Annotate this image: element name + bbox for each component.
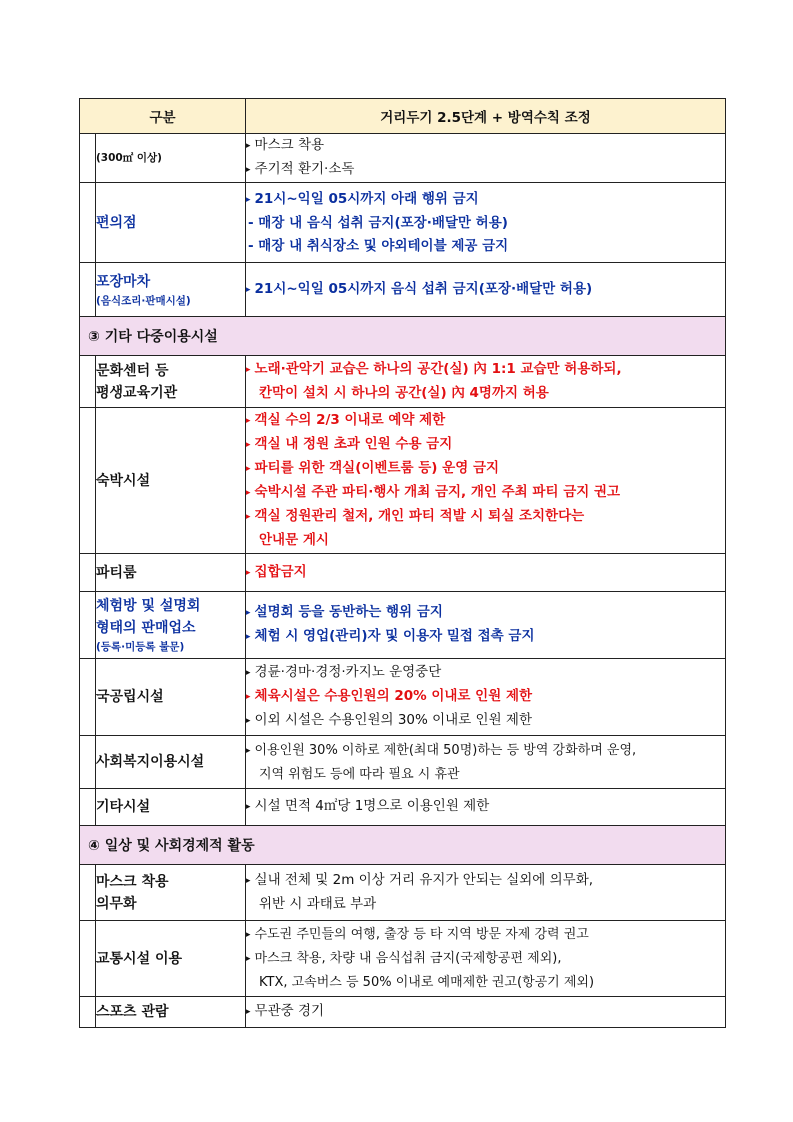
row-name: 편의점 [96,183,246,263]
bullet-triangle-icon: ▸ [246,512,251,522]
row-content [246,592,726,659]
table-row [80,736,726,789]
table-row [80,408,726,554]
row-content [246,789,726,826]
indent-cell [80,554,96,592]
row-content [246,997,726,1028]
list-item: ▸ 노래·관악기 교습은 하나의 공간(실) 內 1:1 교습만 허용하되, [246,361,622,377]
row-name: 체험방 및 설명회 형태의 판매업소 (등록·미등록 불문) [96,592,246,659]
bullet-triangle-icon: ▸ [246,632,251,642]
header-measures: 거리두기 2.5단계 + 방역수칙 조정 [246,99,726,134]
list-item: ▸ 21시~익일 05시까지 아래 행위 금지 [246,190,479,207]
list-item: - 매장 내 취식장소 및 야외테이블 제공 금지 [248,237,509,254]
list-item: ▸ 수도권 주민들의 여행, 출장 등 타 지역 방문 자제 강력 권고 [246,927,589,942]
list-item: ▸ 실내 전체 및 2m 이상 거리 유지가 안되는 실외에 의무화, [246,872,594,888]
section-title: ③ 기타 다중이용시설 [80,317,726,356]
list-item: ▸ 파티를 위한 객실(이벤트룸 등) 운영 금지 [246,460,500,476]
section-header-row [80,317,726,356]
indent-cell [80,356,96,408]
bullet-triangle-icon: ▸ [246,440,251,450]
list-item: ▸ 21시~익일 05시까지 음식 섭취 금지(포장·배달만 허용) [246,280,593,297]
list-item-continuation: 지역 위험도 등에 따라 필요 시 휴관 [259,766,460,782]
bullet-triangle-icon: ▸ [246,194,251,205]
list-item: ▸ 객실 수의 2/3 이내로 예약 제한 [246,412,446,428]
bullet-triangle-icon: ▸ [246,365,251,375]
table-row [80,997,726,1028]
table-row [80,592,726,659]
list-item: ▸ 체험 시 영업(관리)자 및 이용자 밀접 접촉 금지 [246,628,535,644]
indent-cell [80,921,96,997]
bullet-triangle-icon: ▸ [246,165,251,175]
bullet-triangle-icon: ▸ [246,930,251,940]
row-name: (300㎡ 이상) [96,134,246,183]
bullet-triangle-icon: ▸ [246,141,251,151]
list-item: ▸ 숙박시설 주관 파티·행사 개최 금지, 개인 주최 파티 금지 권고 [246,484,621,500]
row-content [246,356,726,408]
row-content [246,865,726,921]
row-name: 파티룸 [96,554,246,592]
row-name: 마스크 착용 의무화 [96,865,246,921]
table-row [80,356,726,408]
indent-cell [80,263,96,317]
table-row [80,659,726,736]
bullet-triangle-icon: ▸ [246,668,251,678]
row-content [246,921,726,997]
row-name: 스포츠 관람 [96,997,246,1028]
bullet-triangle-icon: ▸ [246,464,251,474]
row-name: 문화센터 등 평생교육기관 [96,356,246,408]
list-item: ▸ 이용인원 30% 이하로 제한(최대 50명)하는 등 방역 강화하며 운영, [246,742,637,758]
list-item: ▸ 체육시설은 수용인원의 20% 이내로 인원 제한 [246,688,533,704]
list-item-continuation: 안내문 게시 [259,532,329,548]
list-item: ▸ 시설 면적 4㎡당 1명으로 이용인원 제한 [246,798,490,814]
row-content [246,134,726,183]
list-item: - 매장 내 음식 섭취 금지(포장·배달만 허용) [248,214,508,231]
list-item: ▸ 이외 시설은 수용인원의 30% 이내로 인원 제한 [246,712,532,728]
bullet-triangle-icon: ▸ [246,284,251,295]
row-content [246,263,726,317]
indent-cell [80,736,96,789]
indent-cell [80,592,96,659]
list-item: ▸ 무관중 경기 [246,1003,325,1019]
table-row [80,263,726,317]
list-item: ▸ 마스크 착용 [246,137,325,153]
indent-cell [80,659,96,736]
indent-cell [80,408,96,554]
bullet-triangle-icon: ▸ [246,876,251,886]
table-header-row [80,99,726,134]
bullet-triangle-icon: ▸ [246,1007,251,1017]
row-content [246,554,726,592]
row-name: 국공립시설 [96,659,246,736]
row-name: 사회복지이용시설 [96,736,246,789]
bullet-triangle-icon: ▸ [246,716,251,726]
list-item: ▸ 주기적 환기·소독 [246,161,355,177]
indent-cell [80,789,96,826]
regulation-table [79,98,726,1028]
section-header-row [80,826,726,865]
bullet-triangle-icon: ▸ [246,954,251,964]
list-item: ▸ 마스크 착용, 차량 내 음식섭취 금지(국제항공편 제외), [246,951,562,966]
bullet-triangle-icon: ▸ [246,745,251,756]
row-content [246,659,726,736]
list-item-continuation: KTX, 고속버스 등 50% 이내로 예매제한 권고(항공기 제외) [259,975,595,990]
bullet-triangle-icon: ▸ [246,802,251,812]
row-name: 기타시설 [96,789,246,826]
list-item: ▸ 설명회 등을 동반하는 행위 금지 [246,604,443,620]
list-item: ▸ 집합금지 [246,563,307,580]
indent-cell [80,134,96,183]
bullet-triangle-icon: ▸ [246,416,251,426]
table-row [80,865,726,921]
header-category: 구분 [80,99,246,134]
bullet-triangle-icon: ▸ [246,488,251,498]
table-row [80,789,726,826]
row-content [246,183,726,263]
indent-cell [80,997,96,1028]
table-row [80,554,726,592]
list-item-continuation: 위반 시 과태료 부과 [259,896,377,912]
row-content [246,736,726,789]
indent-cell [80,865,96,921]
row-name: 교통시설 이용 [96,921,246,997]
row-content [246,408,726,554]
list-item-continuation: 칸막이 설치 시 하나의 공간(실) 內 4명까지 허용 [259,385,549,401]
bullet-triangle-icon: ▸ [246,692,251,702]
table-row [80,183,726,263]
section-title: ④ 일상 및 사회경제적 활동 [80,826,726,865]
indent-cell [80,183,96,263]
row-name: 포장마차 (음식조리·판매시설) [96,263,246,317]
table-row [80,134,726,183]
table-row [80,921,726,997]
bullet-triangle-icon: ▸ [246,567,251,578]
list-item: ▸ 경륜·경마·경정·카지노 운영중단 [246,664,442,680]
list-item: ▸ 객실 정원관리 철저, 개인 파티 적발 시 퇴실 조치한다는 [246,508,585,524]
bullet-triangle-icon: ▸ [246,608,251,618]
row-name: 숙박시설 [96,408,246,554]
list-item: ▸ 객실 내 정원 초과 인원 수용 금지 [246,436,453,452]
